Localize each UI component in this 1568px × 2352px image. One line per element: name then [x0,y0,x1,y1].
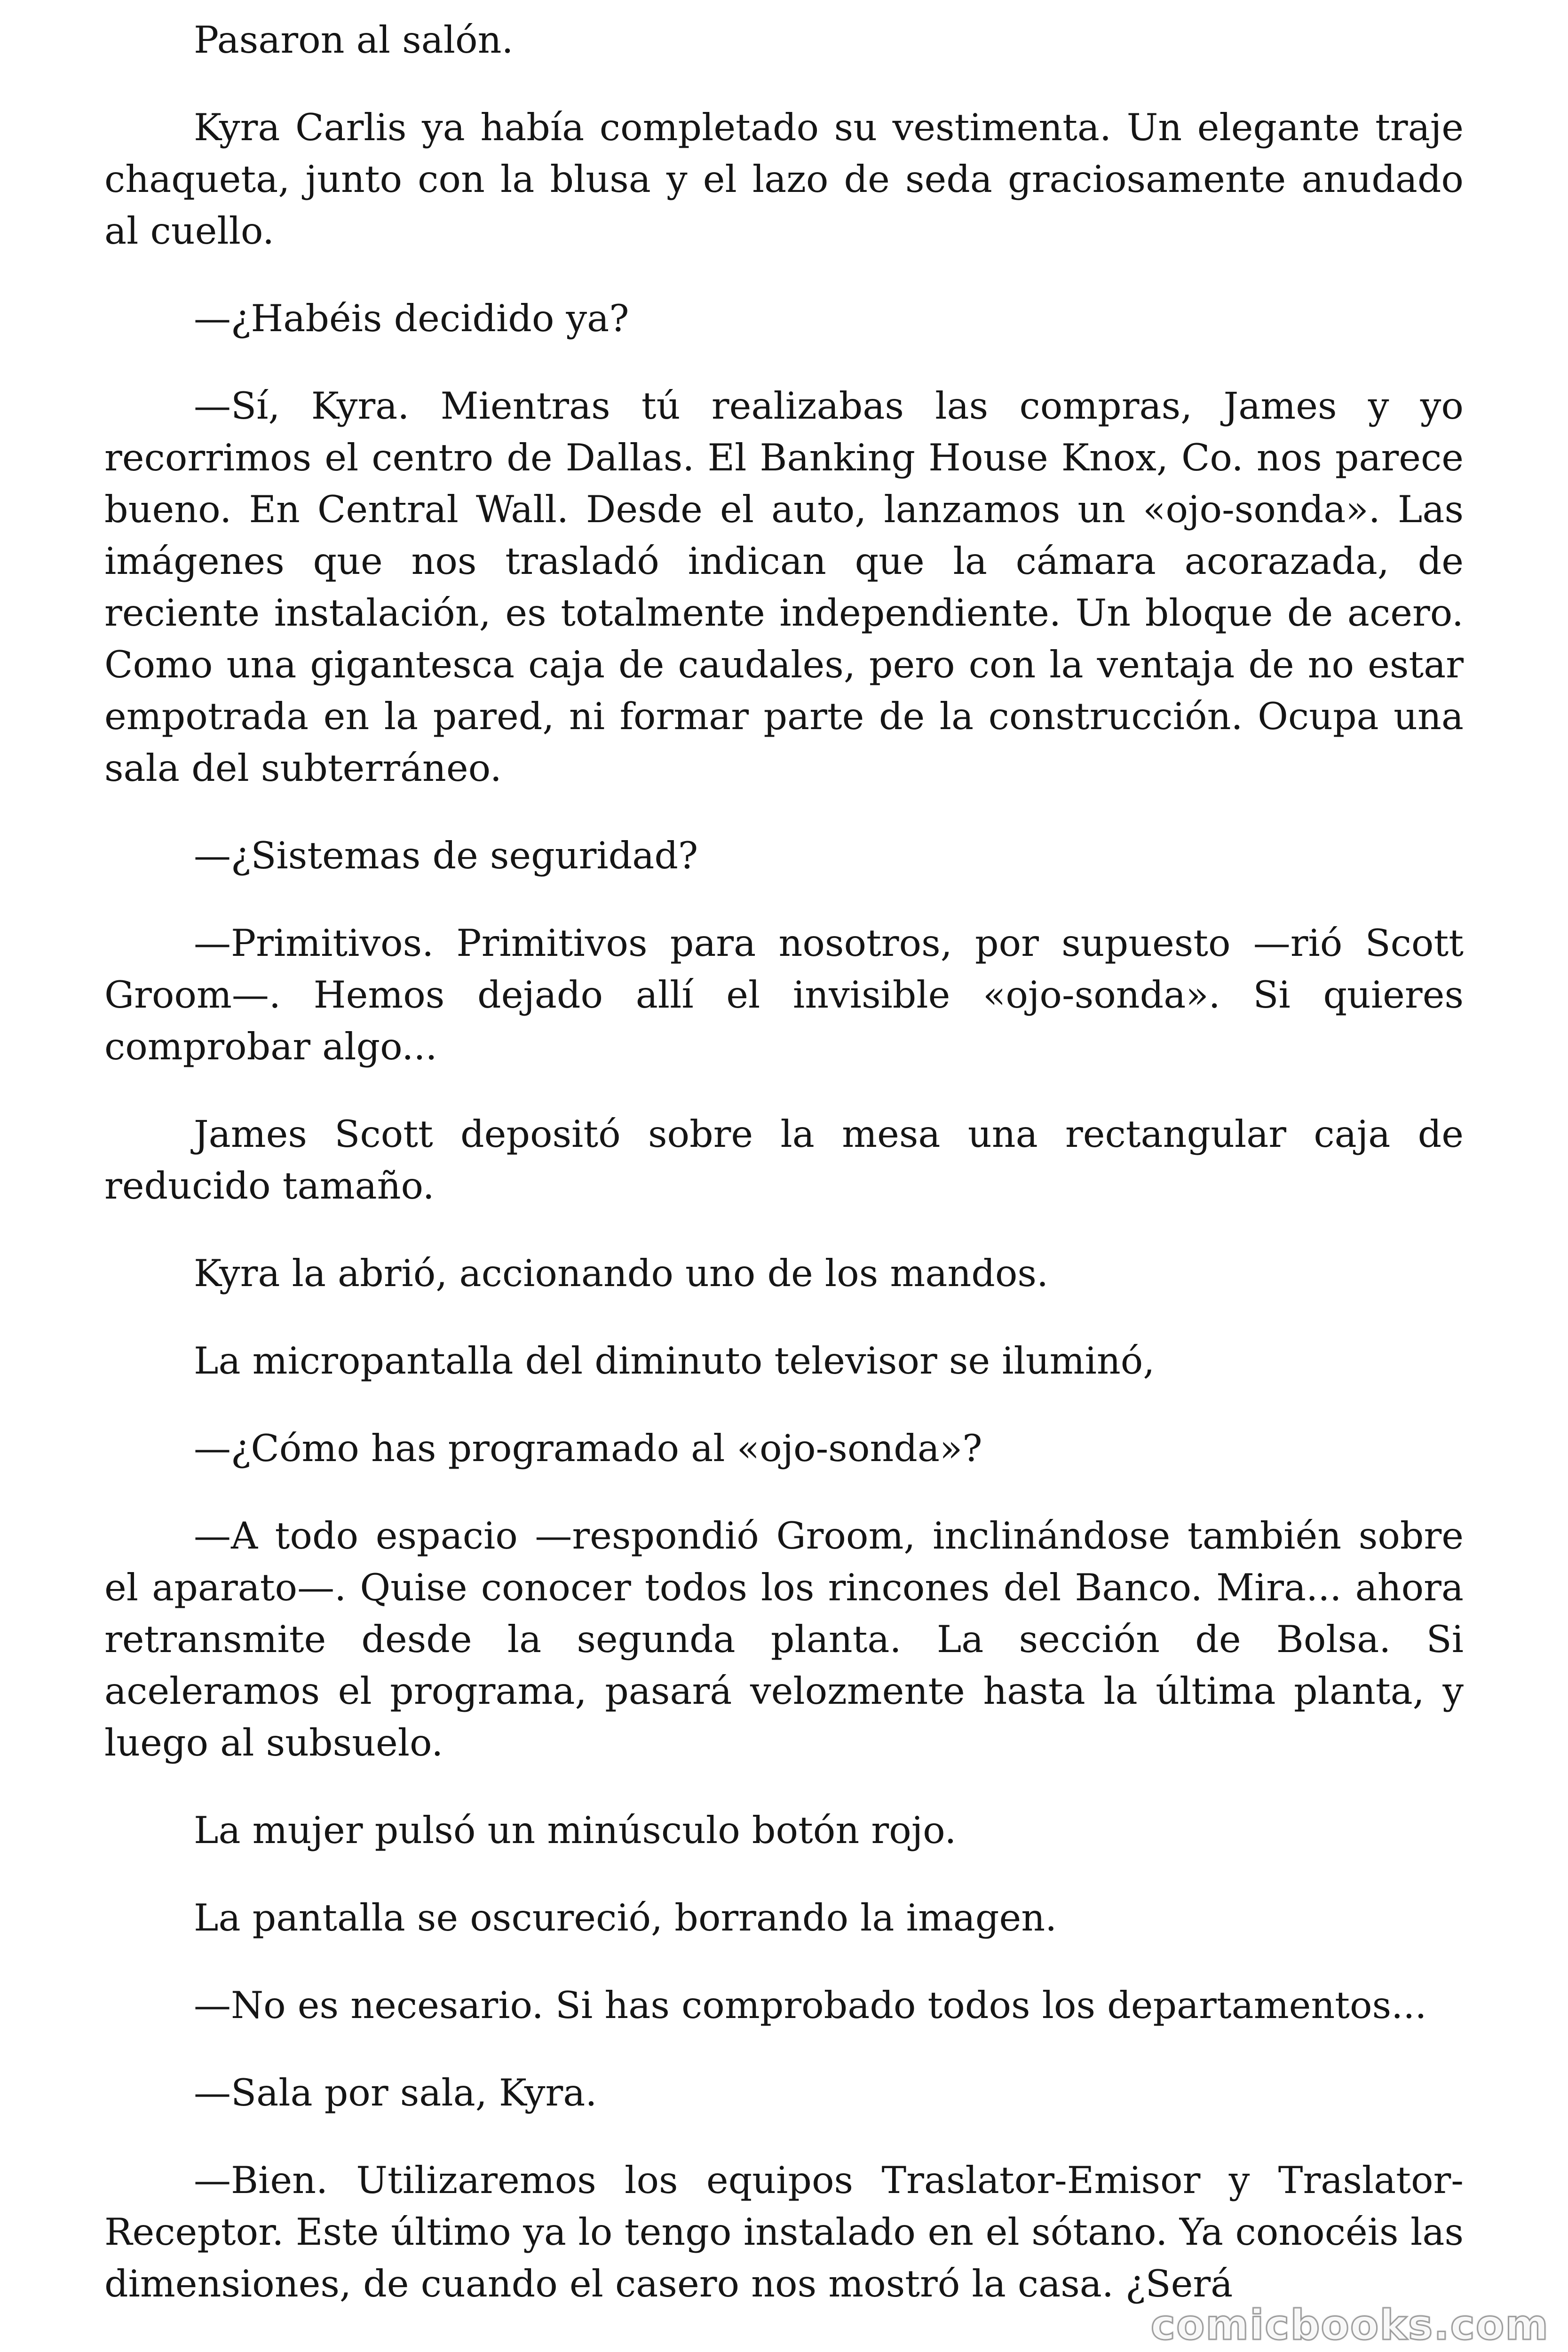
paragraph: James Scott depositó sobre la mesa una rectangular caja de reducido tamaño. [104,1112,1464,1208]
paragraph: —No es necesario. Si has comprobado todos los departamentos... [194,1984,1427,2027]
paragraph: La micropantalla del diminuto televisor se iluminó, [194,1339,1155,1383]
site-watermark: comicbooks.com [1150,2301,1549,2349]
paragraph: La pantalla se oscureció, borrando la imagen. [194,1896,1057,1939]
book-page [104,14,1464,2345]
paragraph: Pasaron al salón. [194,18,514,62]
paragraph: Kyra Carlis ya había completado su vestimenta. Un elegante traje chaqueta, junto con la blusa y el lazo de seda graciosamente anudado al cuello. [104,106,1464,253]
paragraph: —¿Cómo has programado al «ojo-sonda»? [194,1427,982,1470]
paragraph: La mujer pulsó un minúsculo botón rojo. [194,1809,957,1852]
paragraph: —¿Habéis decidido ya? [194,297,629,340]
paragraph: —Primitivos. Primitivos para nosotros, por supuesto —rió Scott Groom—. Hemos dejado allí el invisible «ojo-sonda». Si quieres comprobar algo... [104,922,1464,1068]
paragraph: —Sí, Kyra. Mientras tú realizabas las compras, James y yo recorrimos el centro de Dallas. El Banking House Knox, Co. nos parece bueno. En Central Wall. Desde el auto, lanzamos un «ojo-sonda». Las imágenes que nos trasladó indican que la cámara acorazada, de reciente instalación, es totalmente independiente. Un bloque de acero. Como una gigantesca caja de caudales, pero con la ventaja de no estar empotrada en la pared, ni formar parte de la construcción. Ocupa una sala del subterráneo. [104,384,1464,790]
paragraph: —¿Sistemas de seguridad? [194,834,698,877]
paragraph: —Sala por sala, Kyra. [194,2071,597,2114]
paragraph: —A todo espacio —respondió Groom, inclinándose también sobre el aparato—. Quise conocer todos los rincones del Banco. Mira... ahora retransmite desde la segunda planta. La sección de Bolsa. Si aceleramos el programa, pasará velozmente hasta la última planta, y luego al subsuelo. [104,1514,1464,1764]
paragraph: —Bien. Utilizaremos los equipos Traslator-Emisor y Traslator-Receptor. Este último ya lo tengo instalado en el sótano. Ya conocéis las dimensiones, de cuando el casero nos mostró la casa. ¿Será [104,2159,1464,2305]
paragraph: Kyra la abrió, accionando uno de los mandos. [194,1252,1049,1295]
